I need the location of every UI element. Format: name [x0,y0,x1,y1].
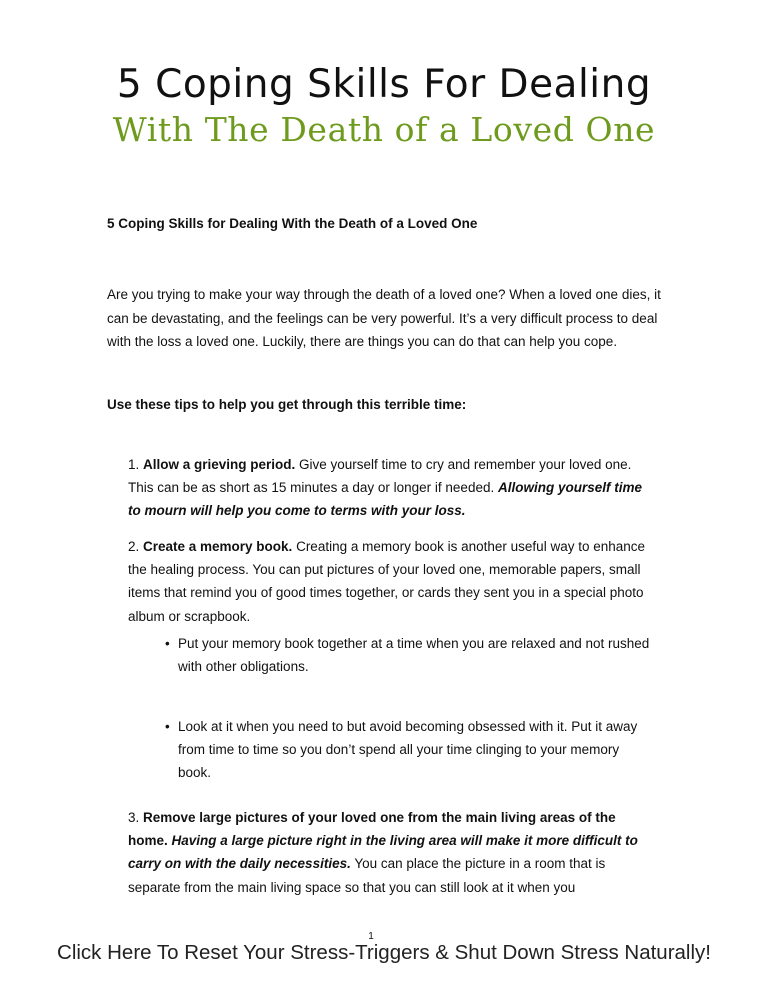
bullet-icon: • [165,719,170,734]
bullet-icon: • [165,636,170,651]
bullet-text: Put your memory book together at a time when you are relaxed and not rushed with other obligations. [178,636,650,674]
item-text: Creating a memory book is another useful way to enhance the healing process. You can put pictures of your loved one, memorable papers, small items that remind you of good times together, or cards they sent you in a special photo album or scrapbook. [128,539,646,624]
list-item-3 [128,806,653,899]
bullet-item-1 [165,632,655,678]
bullet-text: Look at it when you need to but avoid becoming obsessed with it. Put it away from time to time so you don’t spend all your time clinging to your memory book. [178,719,638,780]
bullet-item-2 [165,715,655,784]
list-number: 2. [128,539,140,554]
title-line-2: With The Death of a Loved One [112,110,656,149]
item-bold-lead: Remove large pictures of your loved one from the main living areas of the home. [128,810,616,849]
footer-promo-link[interactable]: Click Here To Reset Your Stress-Triggers & Shut Down Stress Naturally! [57,941,711,964]
list-item-2 [128,535,653,628]
page-number: 1 [368,931,374,942]
list-number: 1. [128,457,140,472]
item-bold-lead: Allow a grieving period. [143,457,296,472]
item-text: You can place the picture in a room that is separate from the main living space so that you can still look at it when you [128,856,606,895]
title-line-1: 5 Coping Skills For Dealing [116,62,652,107]
item-emphasis: Allowing yourself time to mourn will help you come to terms with your loss. [128,480,642,519]
list-number: 3. [128,810,140,825]
intro-paragraph: Are you trying to make your way through the death of a loved one? When a loved one dies, it can be devastating, and the feelings can be very powerful. It’s a very difficult process to deal with the loss a loved one. Luckily, there are things you can do that can help you cope. [107,287,661,349]
item-emphasis: Having a large picture right in the living area will make it more difficult to carry on with the daily necessities. [128,833,638,872]
item-bold-lead: Create a memory book. [143,539,293,554]
document-heading: 5 Coping Skills for Dealing With the Death of a Loved One [107,216,478,231]
tips-heading: Use these tips to help you get through this terrible time: [107,397,467,412]
list-item-1 [128,453,653,523]
item-text: Give yourself time to cry and remember your loved one. This can be as short as 15 minutes a day or longer if needed. [128,457,632,496]
